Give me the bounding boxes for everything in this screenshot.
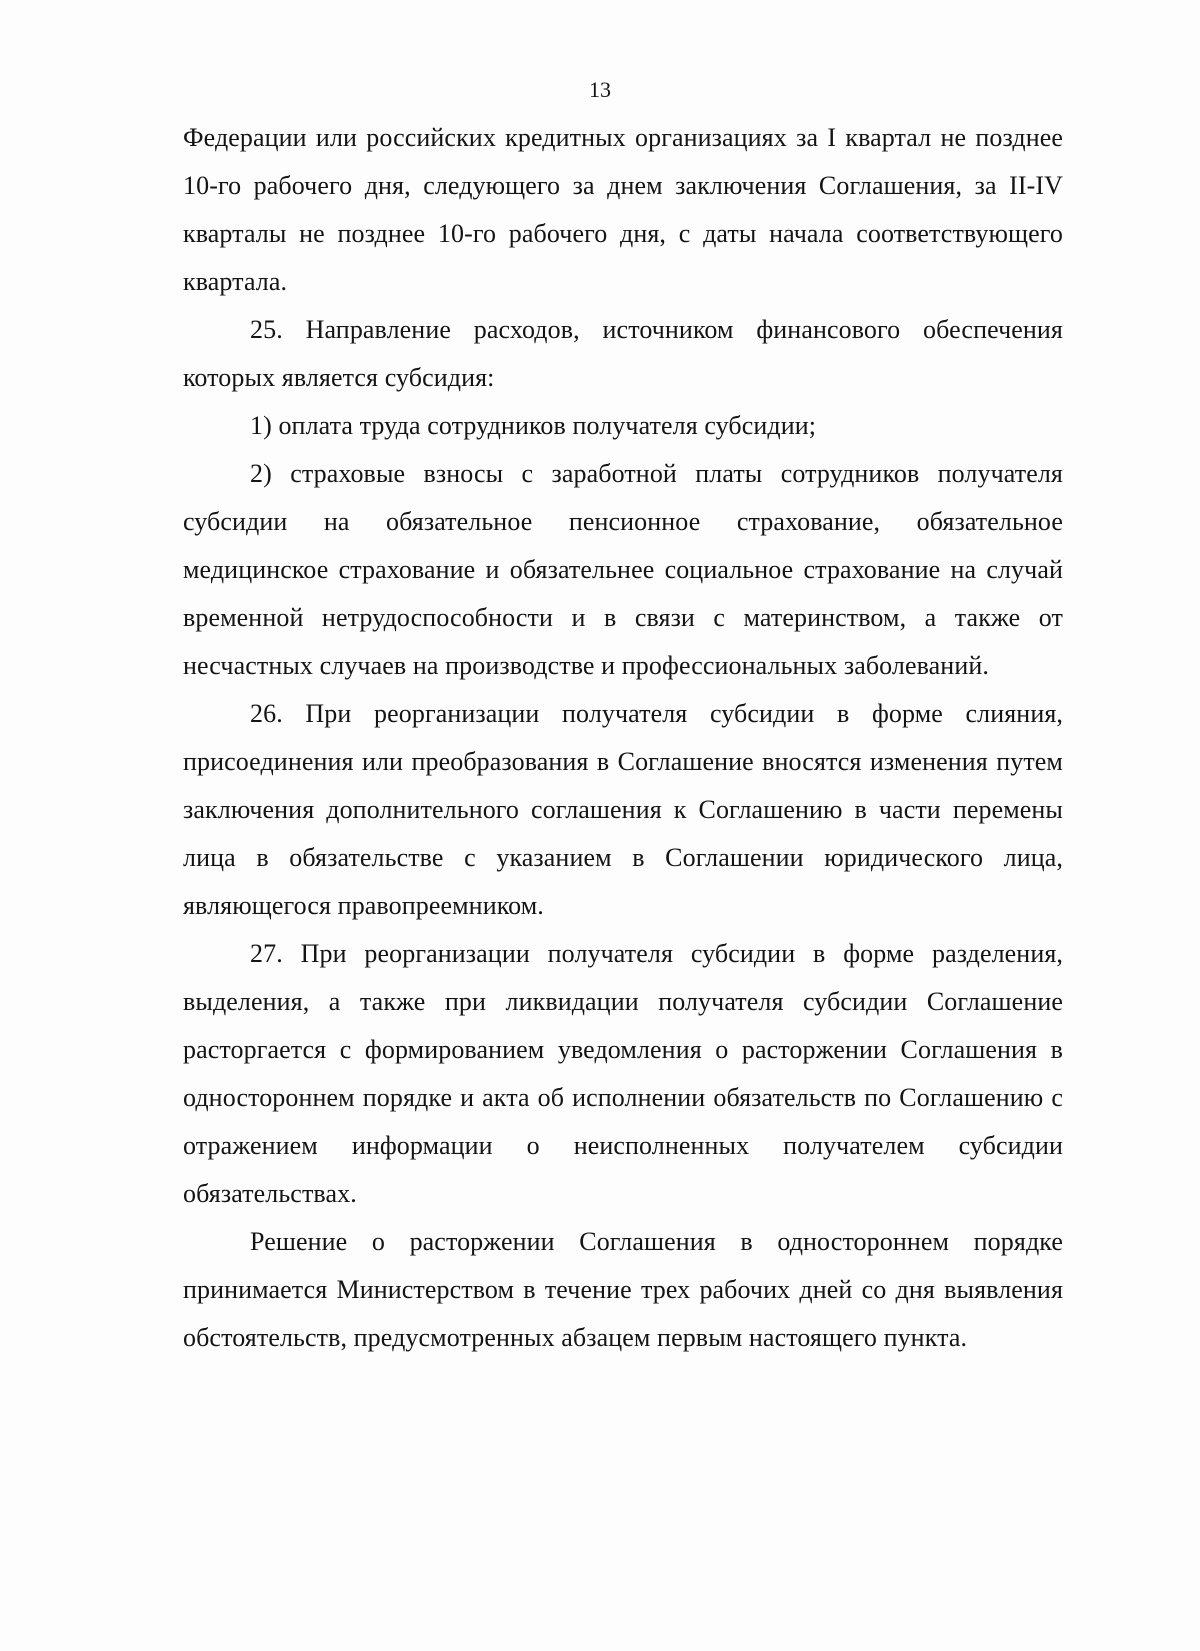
paragraph-25: 25. Направление расходов, источником финансового обеспечения которых является субсидия: bbox=[183, 315, 1063, 392]
list-item-1: 1) оплата труда сотрудников получателя субсидии; bbox=[250, 411, 817, 440]
paragraph-continuation: Федерации или российских кредитных организациях за I квартал не позднее 10-го рабочего дня, следующего за днем заключения Соглашения, за II-IV кварталы не позднее 10-го рабочего дня, с даты начала соответствующего квартала. bbox=[183, 123, 1063, 296]
page-number: 13 bbox=[589, 77, 611, 102]
list-item-2: 2) страховые взносы с заработной платы сотрудников получателя субсидии на обязательное пенсионное страхование, обязательное медицинское страхование и обязательнее социальное страхование на случай временной нетрудоспособности и в связи с материнством, а также от несчастных случаев на производстве и профессиональных заболеваний. bbox=[183, 459, 1063, 680]
paragraph-27: 27. При реорганизации получателя субсидии в форме разделения, выделения, а также при ликвидации получателя субсидии Соглашение расторгается с формированием уведомления о расторжении Соглашения в одностороннем порядке и акта об исполнении обязательств по Соглашению с отражением информации о неисполненных получателем субсидии обязательствах. bbox=[183, 939, 1063, 1208]
document-body bbox=[183, 114, 1063, 1362]
paragraph-decision: Решение о расторжении Соглашения в одностороннем порядке принимается Министерством в течение трех рабочих дней со дня выявления обстоятельств, предусмотренных абзацем первым настоящего пункта. bbox=[183, 1227, 1063, 1352]
paragraph-26: 26. При реорганизации получателя субсидии в форме слияния, присоединения или преобразования в Соглашение вносятся изменения путем заключения дополнительного соглашения к Соглашению в части перемены лица в обязательстве с указанием в Соглашении юридического лица, являющегося правопреемником. bbox=[183, 699, 1063, 920]
